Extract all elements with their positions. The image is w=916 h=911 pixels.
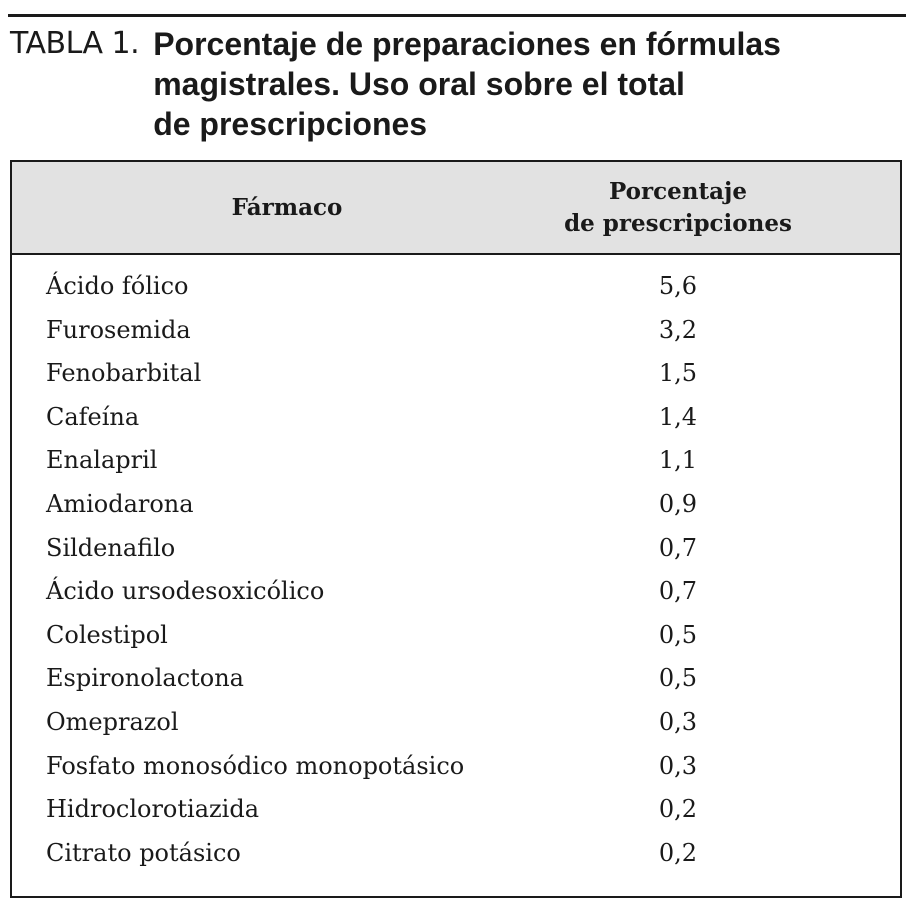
caption-title-line: de prescripciones bbox=[153, 106, 428, 142]
caption-title-line: Porcentaje de preparaciones en fórmulas bbox=[153, 26, 781, 62]
drug-name-cell: Amiodarona bbox=[46, 489, 194, 518]
percent-cell: 0,5 bbox=[658, 620, 698, 649]
drug-name-cell: Ácido ursodesoxicólico bbox=[46, 577, 325, 606]
drug-name-cell: Enalapril bbox=[46, 446, 158, 475]
data-table bbox=[10, 160, 902, 898]
percent-cell: 0,7 bbox=[658, 577, 698, 606]
percent-cell: 0,7 bbox=[658, 533, 698, 562]
percent-cell: 0,5 bbox=[658, 664, 698, 693]
table-row bbox=[12, 486, 900, 530]
caption-title bbox=[153, 24, 781, 144]
drug-name-cell: Fosfato monosódico monopotásico bbox=[46, 751, 465, 780]
table-row bbox=[12, 399, 900, 443]
percent-cell: 0,3 bbox=[658, 707, 698, 736]
table-row bbox=[12, 312, 900, 356]
drug-name-cell: Omeprazol bbox=[46, 707, 179, 736]
drug-name-cell: Ácido fólico bbox=[46, 272, 189, 300]
drug-name-cell: Espironolactona bbox=[46, 664, 244, 693]
column-header-percent bbox=[552, 162, 804, 253]
percent-cell: 0,3 bbox=[658, 751, 698, 780]
table-row bbox=[12, 704, 900, 748]
percent-cell: 1,1 bbox=[658, 446, 698, 475]
column-header-drug: Fármaco bbox=[231, 194, 343, 221]
percent-cell: 0,2 bbox=[658, 795, 698, 824]
percent-cell: 0,9 bbox=[658, 489, 698, 518]
percent-cell: 5,6 bbox=[658, 272, 698, 300]
table-row bbox=[12, 835, 900, 879]
table-row bbox=[12, 442, 900, 486]
drug-name-cell: Citrato potásico bbox=[46, 838, 241, 867]
table-row bbox=[12, 573, 900, 617]
column-header-percent-line: Porcentaje bbox=[609, 177, 747, 205]
table-row bbox=[12, 355, 900, 399]
percent-cell: 3,2 bbox=[658, 315, 698, 344]
drug-name-cell: Furosemida bbox=[46, 315, 191, 344]
drug-name-cell: Sildenafilo bbox=[46, 533, 176, 562]
table-row bbox=[12, 660, 900, 704]
percent-cell: 1,5 bbox=[658, 359, 698, 388]
top-rule bbox=[8, 14, 906, 17]
table-row bbox=[12, 791, 900, 835]
caption-title-line: magistrales. Uso oral sobre el total bbox=[153, 66, 685, 102]
table-header bbox=[12, 162, 900, 255]
table-row bbox=[12, 530, 900, 574]
percent-cell: 0,2 bbox=[658, 838, 698, 867]
table-row bbox=[12, 617, 900, 661]
drug-name-cell: Colestipol bbox=[46, 620, 168, 649]
drug-name-cell: Cafeína bbox=[46, 402, 140, 431]
percent-cell: 1,4 bbox=[658, 402, 698, 431]
column-header-percent-line: de prescripciones bbox=[564, 209, 792, 237]
table-body bbox=[12, 268, 900, 878]
caption-label: TABLA 1. bbox=[10, 26, 140, 61]
table-row bbox=[12, 748, 900, 792]
table-row bbox=[12, 268, 900, 312]
table-caption bbox=[10, 24, 900, 144]
drug-name-cell: Hidroclorotiazida bbox=[46, 795, 259, 824]
drug-name-cell: Fenobarbital bbox=[46, 359, 202, 388]
